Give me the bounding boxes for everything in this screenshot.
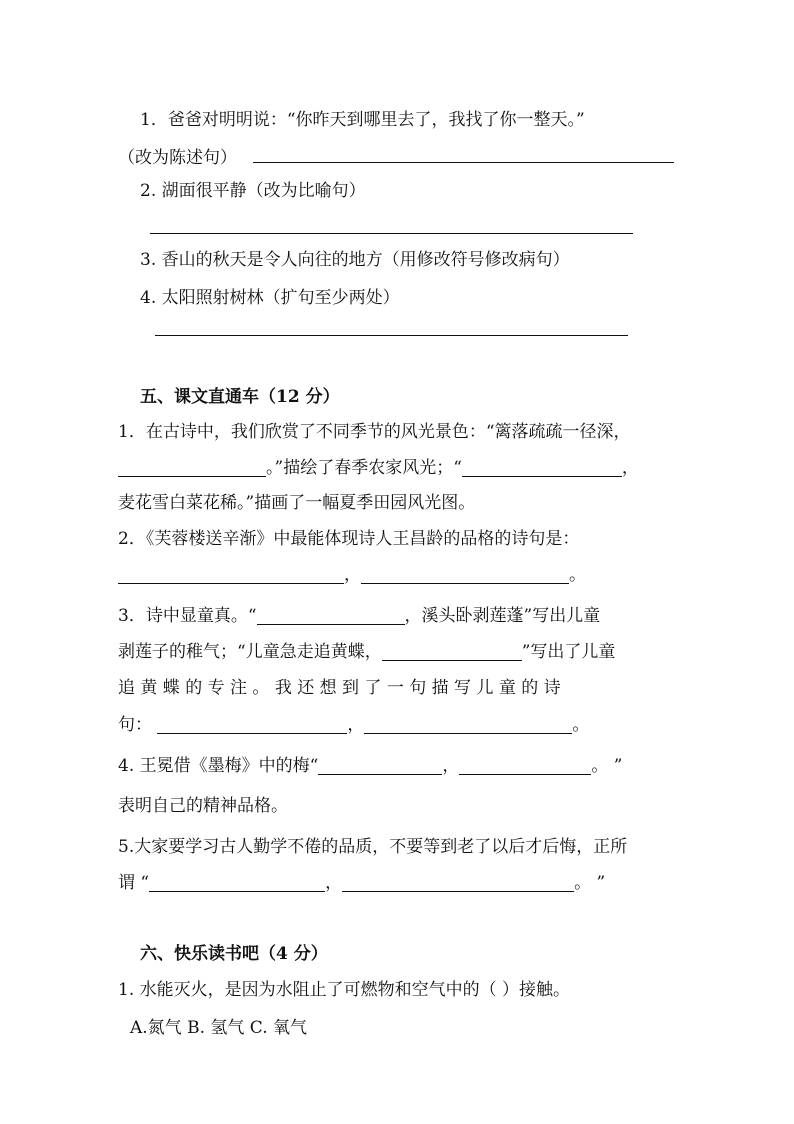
s5-q2-blank-2[interactable] bbox=[361, 565, 569, 584]
s5-question-3-line-b: 剥莲子的稚气；“儿童急走追黄蝶， ”写出了儿童 bbox=[118, 642, 616, 662]
s5-q1-blank-2[interactable] bbox=[462, 458, 622, 477]
s5-q1-blank-1[interactable] bbox=[118, 458, 266, 477]
s5-question-3-line-c: 追 黄 蝶 的 专 注 。 我 还 想 到 了 一 句 描 写 儿 童 的 诗 bbox=[118, 678, 561, 698]
s5-q4-blank-2[interactable] bbox=[459, 756, 591, 775]
s6-question-1: 1. 水能灭火，是因为水阻止了可燃物和空气中的（ ）接触。 bbox=[118, 980, 571, 1000]
s4-question-1-note: （改为陈述句） bbox=[118, 148, 237, 168]
s5-question-1-line-b: 。”描绘了春季农家风光；“ ， bbox=[118, 456, 639, 480]
s5-question-4-line-b: 表明自己的精神品格。 bbox=[118, 796, 288, 816]
s6-question-1-options: A.氮气 B. 氢气 C. 氧气 bbox=[130, 1018, 307, 1038]
s5-question-4-line-a: 4. 王冕借《墨梅》中的梅“ ， 。 ” bbox=[118, 756, 623, 776]
s5-q3-blank-3[interactable] bbox=[157, 715, 347, 734]
s5-question-5-line-a: 5.大家要学习古人勤学不倦的品质，不要等到老了以后才后悔，正所 bbox=[118, 837, 628, 857]
s5-question-1-line-c: 麦花雪白菜花稀。”描画了一幅夏季田园风光图。 bbox=[118, 493, 476, 513]
s4-question-4: 4. 太阳照射树林（扩句至少两处） bbox=[140, 288, 400, 308]
s4-question-2: 2. 湖面很平静（改为比喻句） bbox=[140, 181, 366, 201]
s5-question-3-line-a: 3．诗中显童真。“ ，溪头卧剥莲蓬”写出儿童 bbox=[118, 606, 601, 626]
s5-q2-blank-1[interactable] bbox=[118, 565, 344, 584]
s4-question-1: 1．爸爸对明明说：“你昨天到哪里去了，我找了你一整天。” bbox=[140, 110, 585, 130]
s5-question-3-line-d: 句： ， 。 bbox=[118, 715, 590, 735]
s5-question-5-line-b: 谓 “ ， 。 ” bbox=[118, 873, 606, 893]
s4-question-3: 3. 香山的秋天是令人向往的地方（用修改符号修改病句） bbox=[140, 250, 570, 270]
s5-q3-blank-4[interactable] bbox=[364, 715, 572, 734]
s5-question-2-line-b: ， 。 bbox=[118, 563, 586, 587]
s4-answer-line-2[interactable] bbox=[150, 233, 633, 234]
s5-question-2-line-a: 2．《芙蓉楼送辛渐》中最能体现诗人王昌龄的品格的诗句是： bbox=[118, 529, 580, 549]
s4-answer-line-1[interactable] bbox=[253, 162, 674, 163]
s5-q3-blank-2[interactable] bbox=[382, 642, 522, 661]
s4-answer-line-4[interactable] bbox=[155, 335, 628, 336]
s5-q5-blank-2[interactable] bbox=[342, 873, 574, 892]
s5-q4-blank-1[interactable] bbox=[318, 756, 442, 775]
s5-q5-blank-1[interactable] bbox=[149, 873, 325, 892]
s5-q3-blank-1[interactable] bbox=[257, 606, 405, 625]
s5-question-1-line-a: 1．在古诗中，我们欣赏了不同季节的风光景色：“篱落疏疏一径深， bbox=[118, 422, 631, 442]
section-6-title: 六、快乐读书吧（4 分） bbox=[140, 944, 328, 964]
section-5-title: 五、课文直通车（12 分） bbox=[140, 387, 340, 407]
